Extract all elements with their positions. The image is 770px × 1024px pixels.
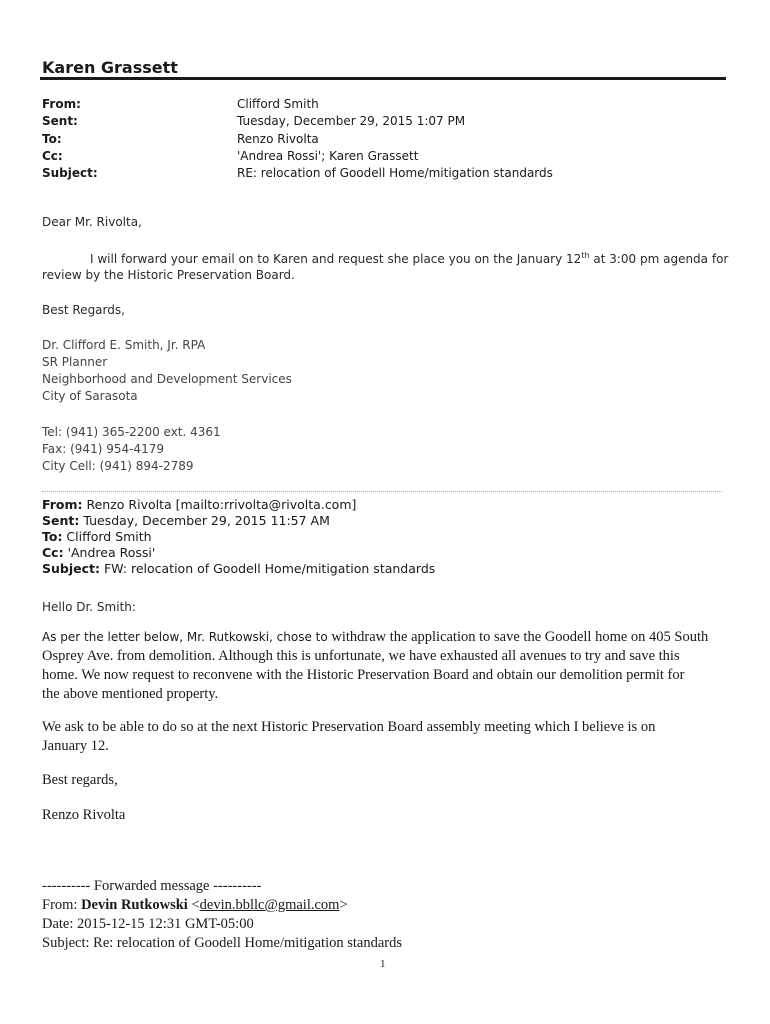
header-label: From:	[42, 97, 81, 111]
header-sent-row	[42, 113, 553, 130]
fw-label: Cc:	[42, 545, 64, 560]
fw-label: Subject:	[42, 561, 100, 576]
signature-line: SR Planner	[42, 355, 108, 369]
fw-from-row	[42, 497, 435, 513]
reply-greeting: Dear Mr. Rivolta,	[42, 215, 142, 229]
reply-body-line-2: review by the Historic Preservation Board.	[42, 268, 295, 282]
signature-line: Dr. Clifford E. Smith, Jr. RPA	[42, 338, 206, 352]
email-bracket: >	[339, 897, 348, 913]
forwarded-header	[42, 497, 435, 577]
reply-body-superscript: th	[581, 251, 590, 260]
header-subject-row	[42, 165, 553, 182]
fw-value: Tuesday, December 29, 2015 11:57 AM	[79, 513, 330, 528]
header-label: To:	[42, 131, 62, 146]
mailbox-owner: Karen Grassett	[42, 58, 178, 77]
fw-subject-row	[42, 561, 435, 577]
email-bracket: <	[187, 897, 200, 913]
message-closing: Best regards,	[42, 772, 118, 788]
forward-from-label: From:	[42, 897, 82, 913]
header-from-row	[42, 96, 553, 113]
contact-line: Tel: (941) 365-2200 ext. 4361	[42, 425, 221, 439]
fw-cc-row	[42, 545, 435, 561]
fw-value: Renzo Rivolta [mailto:rrivolta@rivolta.com]	[82, 497, 357, 512]
message-paragraph-2	[42, 718, 655, 756]
page-number: 1	[380, 958, 386, 970]
forward-subject-line: Subject: Re: relocation of Goodell Home/mitigation standards	[42, 935, 403, 951]
header-label: Cc:	[42, 148, 63, 163]
forward-date-line: Date: 2015-12-15 12:31 GMT-05:00	[42, 916, 254, 932]
paragraph-line	[42, 628, 708, 647]
email-header	[42, 96, 553, 182]
header-label: Sent:	[42, 114, 78, 129]
paragraph-line: January 12.	[42, 738, 109, 754]
forward-from-line	[42, 896, 402, 915]
header-cc-row	[42, 148, 553, 165]
owner-divider	[40, 77, 726, 80]
message-greeting: Hello Dr. Smith:	[42, 600, 136, 614]
paragraph-intro: As per the letter below, Mr. Rutkowski, chose to	[42, 630, 328, 644]
fw-sent-row	[42, 513, 435, 529]
reply-closing: Best Regards,	[42, 303, 125, 317]
fw-to-row	[42, 529, 435, 545]
forward-from-name: Devin Rutkowski	[81, 897, 188, 913]
forward-marker: ---------- Forwarded message ----------	[42, 878, 262, 894]
contact-line: City Cell: (941) 894-2789	[42, 459, 194, 473]
fw-value: FW: relocation of Goodell Home/mitigation standards	[100, 561, 436, 576]
paragraph-line: We ask to be able to do so at the next Historic Preservation Board assembly meeting which I believe is on	[42, 719, 656, 735]
header-label: Subject:	[42, 166, 98, 181]
signature-line: Neighborhood and Development Services	[42, 372, 292, 386]
forward-from-email-link[interactable]: devin.bbllc@gmail.com	[199, 897, 340, 913]
reply-body-text: I will forward your email on to Karen and request she place you on the January 12	[90, 252, 582, 266]
header-value: Renzo Rivolta	[237, 131, 319, 146]
message-separator	[42, 491, 722, 492]
fw-value: 'Andrea Rossi'	[63, 545, 156, 560]
message-paragraph-1	[42, 628, 708, 704]
fw-label: Sent:	[42, 513, 80, 528]
paragraph-text: withdraw the application to save the Goodell home on 405 South	[327, 629, 709, 645]
forwarded-message-block	[42, 877, 402, 953]
header-value: 'Andrea Rossi'; Karen Grassett	[237, 148, 419, 163]
reply-body-text: at 3:00 pm agenda for	[589, 252, 729, 266]
paragraph-line: the above mentioned property.	[42, 686, 219, 702]
header-value: Tuesday, December 29, 2015 1:07 PM	[237, 114, 466, 129]
header-to-row	[42, 131, 553, 148]
contact-block	[42, 424, 221, 475]
contact-line: Fax: (941) 954-4179	[42, 442, 164, 456]
paragraph-line: Osprey Ave. from demolition. Although this is unfortunate, we have exhausted all avenues to try and save this	[42, 648, 680, 664]
reply-body-line-1	[90, 251, 728, 266]
signature-block	[42, 337, 292, 405]
fw-label: To:	[42, 529, 63, 544]
header-value: Clifford Smith	[237, 97, 319, 111]
signature-line: City of Sarasota	[42, 389, 138, 403]
fw-label: From:	[42, 497, 83, 512]
fw-value: Clifford Smith	[62, 529, 152, 544]
paragraph-line: home. We now request to reconvene with the Historic Preservation Board and obtain our demolition permit for	[42, 667, 685, 683]
header-value: RE: relocation of Goodell Home/mitigation standards	[237, 166, 553, 181]
message-sender-name: Renzo Rivolta	[42, 807, 126, 823]
